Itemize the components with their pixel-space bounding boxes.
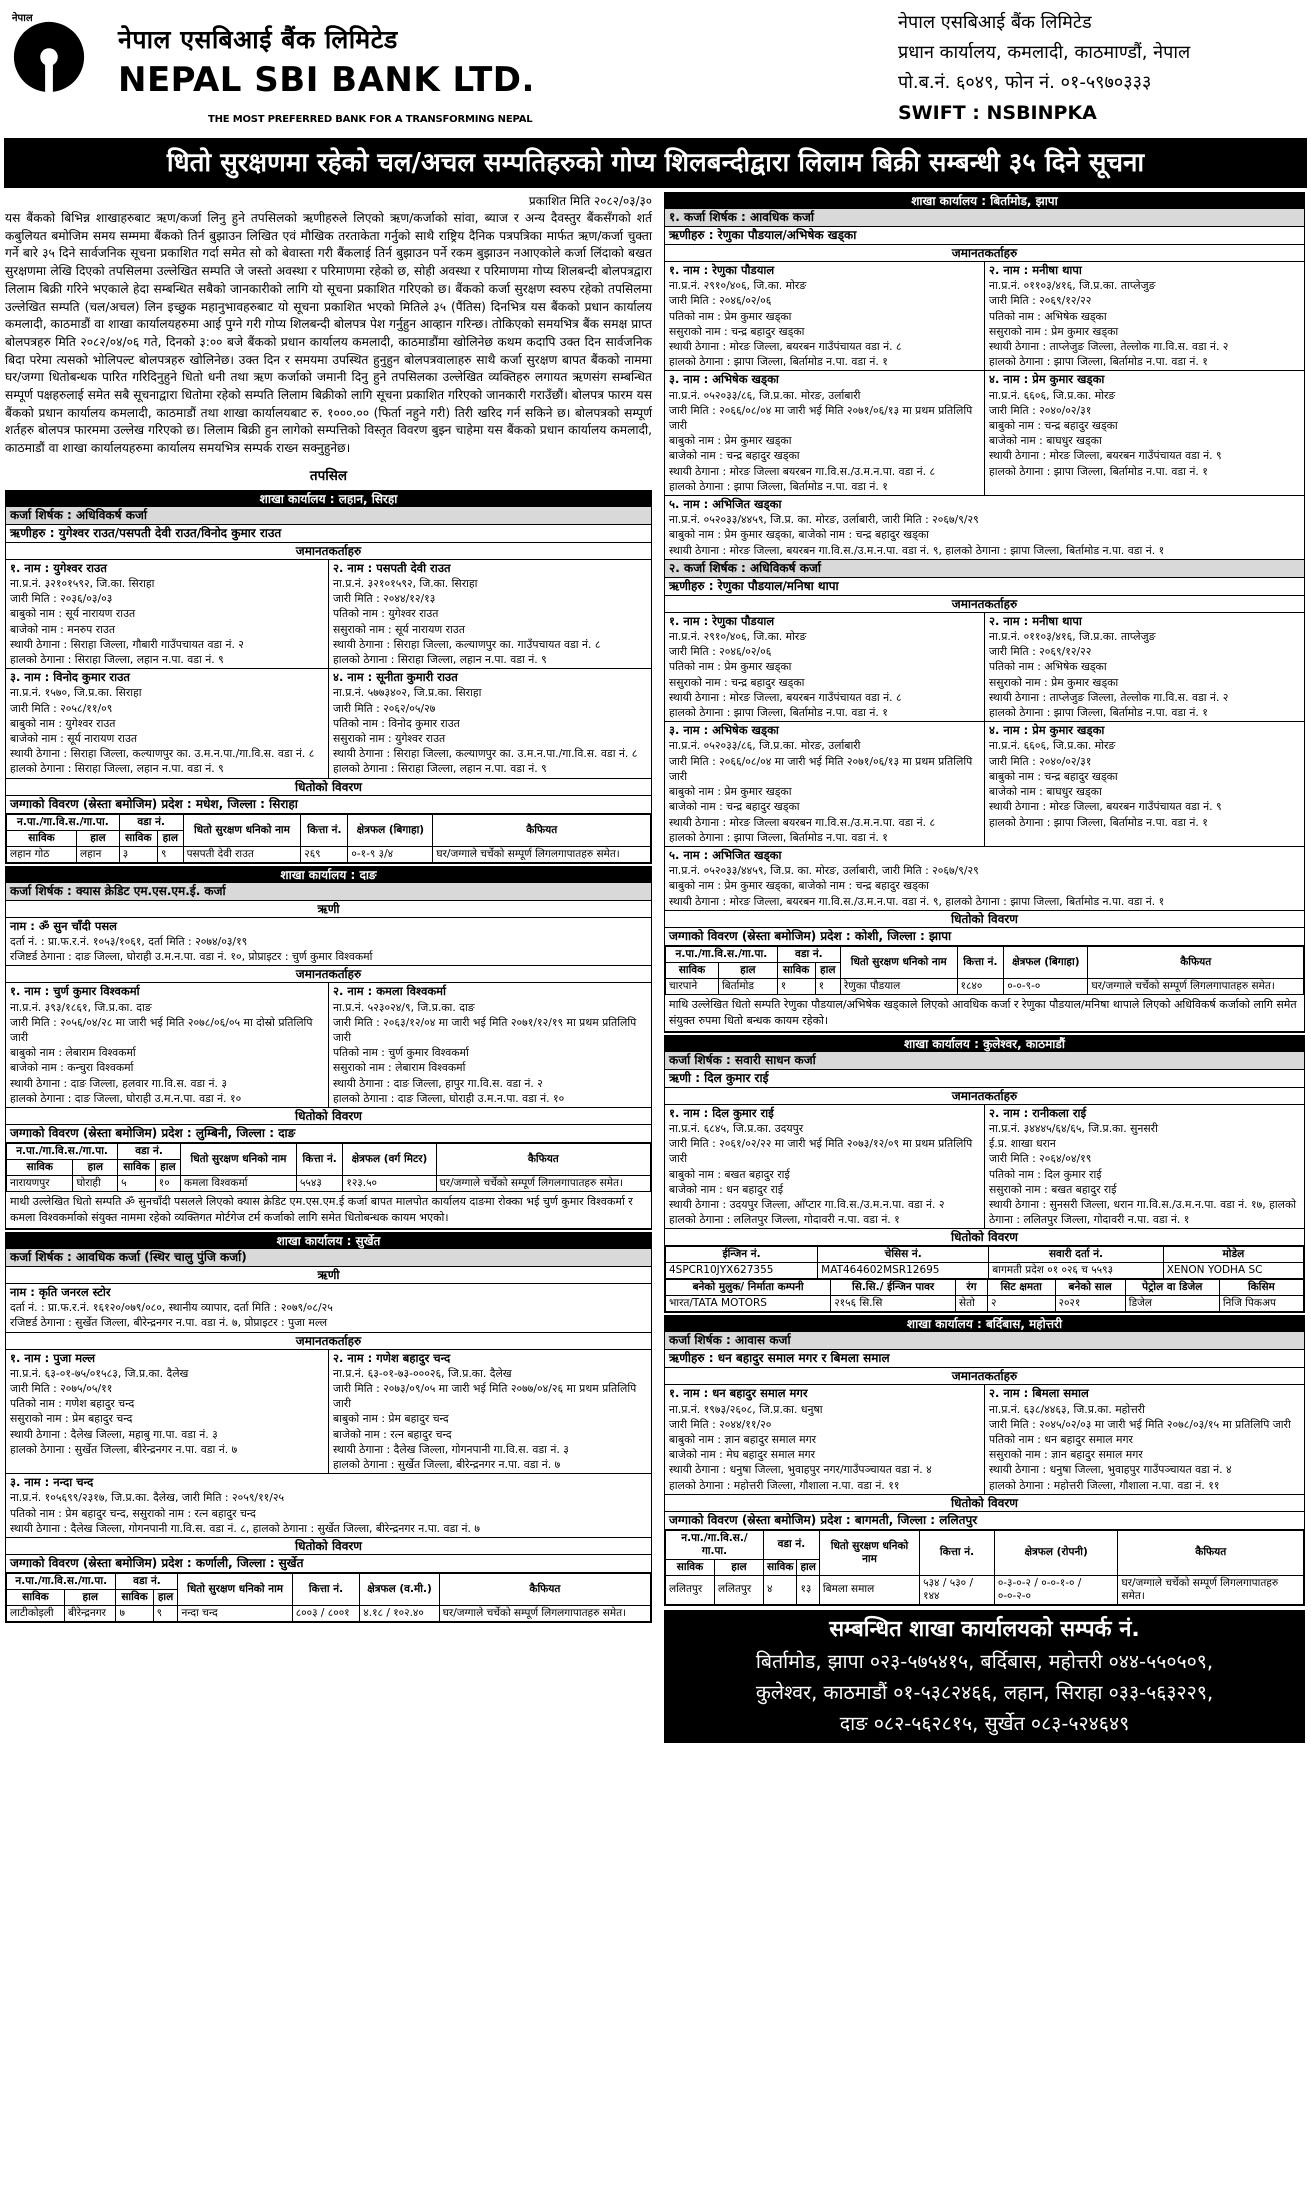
bank-logo [8,8,608,128]
guarantor-card: ३. नाम : विनोद कुमार राउत ना.प्र.नं. १५७०, जि.प्र.का. सिराहा जारी मिति : २०५८/११/०९ बाबुको नाम : युगेश्वर राउत बाजेको नाम : सूर्य नारायण राउत स्थायी ठेगाना : सिराहा जिल्ला, कल्याणपुर का. उ.म.न.पा./गा.वि.स. वडा नं. ८ हालको ठेगाना : सिराहा जिल्ला, लहान न.पा. वडा नं. ९ [10,670,315,776]
guarantors-heading: जमानतकर्ताहरु [6,1333,651,1350]
collateral-heading: धितोको विवरण [6,1538,651,1555]
borrowers-line: ऋणीहरु : रेणुका पौडयाल/अभिषेक खड्का [665,227,1304,245]
guarantors-heading: जमानतकर्ताहरु [6,966,651,983]
table-row: लाटीकोइली बीरेन्द्रनगर ७ ९ नन्दा चन्द ८००३ / ८००१ ४.१८ / १०२.४० घर/जग्गाले चर्चेको सम्पूर्ण लिगलगापातहरु समेत। [7,1605,651,1621]
branch-header: शाखा कार्यालय : बिर्तामोड, झापा [665,193,1304,209]
borrowers-line: ऋणीहरु : रेणुका पौडयाल/मनिषा थापा [665,578,1304,596]
guarantor-card: ३. नाम : अभिषेक खड्का ना.प्र.नं. ०५२०३३/८६, जि.प्र.का. मोरङ, उर्लाबारी जारी मिति : २०६६/०८/०४ मा जारी भई मिति २०७१/०६/१३ मा प्रथम प्रतिलिपि जारी बाबुको नाम : प्रेम कुमार खड्का बाजेको नाम : चन्द्र बहादुर खड्का स्थायी ठेगाना : मोरङ जिल्ला बयरबन गा.वि.स./उ.म.न.पा. वडा नं. ८ हालको ठेगाना : झापा जिल्ला, बिर्तामोड न.पा. वडा नं. १ [669,372,973,493]
contact-title: सम्बन्धित शाखा कार्यालयको सम्पर्क नं. [829,1616,1140,1642]
notice-title-banner: धितो सुरक्षणमा रहेको चल/अचल सम्पतिहरुको गोप्य शिलबन्दीद्वारा लिलाम बिक्री सम्बन्धी ३५ दिने सूचना [4,138,1307,188]
table-row: भारत/TATA MOTORS २१५६ सि.सि सेतो २ २०२१ डिजेल निजि पिकअप [666,1296,1304,1312]
guarantor-card: ५. नाम : अभिजित खड्का ना.प्र.नं. ०५२०३३/४४५९, जि.प्र. का. मोरङ, उर्लाबारी, जारी मिति : २०६७/९/२९ बाबुको नाम : प्रेम कुमार खड्का, बाजेको नाम : चन्द्र बहादुर खड्का स्थायी ठेगाना : मोरङ जिल्ला, बयरबन गा.वि.स./उ.म.न.पा. वडा नं. ९, हालको ठेगाना : झापा जिल्ला, बिर्तामोड न.पा. वडा नं. १ [665,496,1304,560]
collateral-heading: धितोको विवरण [665,1229,1304,1246]
header [0,0,1311,135]
collateral-note: माथी उल्लेखित धितो सम्पति ॐ सुनचाँदी पसलले लिएको क्यास क्रेडिट एम.एस.एम.ई कर्जा बापत मालपोत कार्यालय दाङमा रोक्का भई चुर्ण कुमार विश्वकर्मा र कमला विश्वकर्माको संयुक्त नाममा रहेको व्यक्तिगत मोर्टगेज टर्म कर्जाको लागि समेत धितोबन्धक कायम भएको। [6,1192,651,1229]
land-location: जग्गाको विवरण (स्रेस्ता बमोजिम) प्रदेश : कोशी, जिल्ला : झापा [665,928,1304,946]
guarantor-card: २. नाम : गणेश बहादुर चन्द ना.प्र.नं. ६३-०१-७३-०००२६, जि.प्र.का. दैलेख जारी मिति : २०७३/०९/०५ मा जारी भई मिति २०७७/०४/२६ मा प्रथम प्रतिलिपि जारी बाबुको नाम : प्रेम बहादुर चन्द बाजेको नाम : रत्न बहादुर चन्द स्थायी ठेगाना : दैलेख जिल्ला, गोगनपानी गा.वि.स. वडा नं. ३ हालको ठेगाना : सुर्खेत जिल्ला, बीरेन्द्रनगर न.पा. वडा नं. ७ [328,1350,651,1474]
sbi-logo-icon [10,18,88,96]
branch-block-surkhet [5,1232,652,1623]
details-heading: तपसिल [309,467,348,484]
guarantors-heading: जमानतकर्ताहरु [665,1368,1304,1385]
collateral-table: न.पा./गा.वि.स./गा.पा. वडा नं. धितो सुरक्षण धनिको नाम कित्ता नं. क्षेत्रफल (बिगाहा) कैफियत साविक हाल साविक हाल लहान गोठ लहान ३ ९ पसपती देवी राउत २६९ ०-१-९ ३/४ घर/जग्गाले चर्चेको सम्पूर्ण लिगलगापातहरु समेत। [6,814,651,863]
guarantor-row [665,1105,1304,1230]
table-row: 4SPCR10JYX627355 MAT464602MSR12695 बागमती प्रदेश ०१ ०२६ च ५५९३ XENON YODHA SC [666,1263,1304,1279]
guarantor-card: १. नाम : चुर्ण कुमार विश्वकर्मा ना.प्र.नं. ३९३/१८६१, जि.प्र.का. दाङ जारी मिति : २०५६/०४/२८ मा जारी भई मिति २०७८/०६/०५ मा दोस्रो प्रतिलिपि जारी बाबुको नाम : लेबाराम विश्वकर्मा बाजेको नाम : कन्चुरा विश्वकर्मा स्थायी ठेगाना : दाङ जिल्ला, हलवार गा.वि.स. वडा नं. ३ हालको ठेगाना : दाङ जिल्ला, घोराही उ.म.न.पा. वडा नं. १० [10,984,313,1105]
collateral-table: न.पा./गा.वि.स./गा.पा. वडा नं. धितो सुरक्षण धनिको नाम कित्ता नं. क्षेत्रफल (व.मी.) कैफियत साविक हाल साविक हाल लाटीकोइली बीरेन्द्रनगर ७ ९ नन्दा चन्द ८००३ / ८००१ ४.१८ / १०२.४० घर/जग्गाले चर्चेको सम्पूर्ण लिगलगापातहरु समेत। [6,1573,651,1622]
guarantor-row [6,669,651,778]
contact-line: कुलेश्वर, काठमाडौं ०१-५३८२४६६, लहान, सिराहा ०३३-५६३२२९, [755,1680,1214,1704]
collateral-heading: धितोको विवरण [665,911,1304,928]
borrower-details: नाम : ॐ सुन चाँदी पसल दर्ता नं. : प्रा.फ.र.नं. १०५३/१०६१, दर्ता मिति : २०७४/०३/१९ रजिष्टर्ड ठेगाना : दाङ जिल्ला, घोराही उ.म.न.पा. वडा नं. १०, प्रोप्राइटर : चुर्ण कुमार विश्वकर्मा [6,918,651,967]
borrower-line: ऋणी : दिल कुमार राई [665,1070,1304,1088]
address-line: पो.ब.नं. ६०४९, फोन नं. ०१-५९७०३३३ [898,72,1152,93]
right-column [664,192,1305,1743]
table-row: ललितपुर ललितपुर ४ १३ बिमला समाल ५३४ / ५३० / १४४ ०-३-०-२ / ०-०-१-० / ०-०-२-० घर/जग्गाले चर्चेको सम्पूर्ण लिगलगापातहरु समेत। [666,1575,1304,1604]
collateral-table: न.पा./गा.वि.स./गा.पा. वडा नं. धितो सुरक्षण धनिको नाम कित्ता नं. क्षेत्रफल (बिगाहा) कैफियत साविक हाल साविक हाल चारपाने बिर्तामोड १ १ रेणुका पौडयाल १८४० ०-०-९-० घर/जग्गाले चर्चेको सम्पूर्ण लिगलगापातहरु समेत। [665,946,1304,995]
guarantor-card: ४. नाम : प्रेम कुमार खड्का ना.प्र.नं. ६६०६, जि.प्र.का. मोरङ जारी मिति : २०४०/०२/३१ बाबुको नाम : चन्द्र बहादुर खड्का बाजेको नाम : बाघधुर खड्का स्थायी ठेगाना : मोरङ जिल्ला, बयरबन गाउँपंचायत वडा नं. ९ हालको ठेगाना : झापा जिल्ला, बिर्तामोड न.पा. वडा नं. १ [984,722,1304,846]
guarantor-row [6,983,651,1108]
branch-header: शाखा कार्यालय : सुर्खेत [6,1233,651,1249]
branch-block-bardibas [664,1315,1305,1605]
branch-block-lahan [5,490,652,864]
borrower-heading: ऋणी [6,901,651,918]
land-location: जग्गाको विवरण (स्रेस्ता बमोजिम) प्रदेश : कर्णाली, जिल्ला : सुर्खेत [6,1555,651,1573]
guarantor-card: २. नाम : पसपती देवी राउत ना.प्र.नं. ३२१०१५९२, जि.का. सिराहा जारी मिति : २०४४/१२/१३ पतिको नाम : युगेश्वर राउत ससुराको नाम : सूर्य नारायण राउत स्थायी ठेगाना : सिराहा जिल्ला, कल्याणपुर का. गाउँपचायत वडा नं. ८ हालको ठेगाना : सिराहा जिल्ला, लहान न.पा. वडा नं. ९ [328,560,651,668]
table-row: चारपाने बिर्तामोड १ १ रेणुका पौडयाल १८४० ०-०-९-० घर/जग्गाले चर्चेको सम्पूर्ण लिगलगापातहरु समेत। [666,978,1304,994]
logo-small-text: नेपाल [12,13,33,24]
guarantors-heading: जमानतकर्ताहरु [665,596,1304,613]
guarantor-card: ३. नाम : अभिषेक खड्का ना.प्र.नं. ०५२०३३/८६, जि.प्र.का. मोरङ, उर्लाबारी जारी मिति : २०६६/०८/०४ मा जारी भई मिति २०७१/०६/१३ मा प्रथम प्रतिलिपि जारी बाबुको नाम : प्रेम कुमार खड्का बाजेको नाम : चन्द्र बहादुर खड्का स्थायी ठेगाना : मोरङ जिल्ला बयरबन गा.वि.स./उ.म.न.पा. वडा नं. ८ हालको ठेगाना : झापा जिल्ला, बिर्तामोड न.पा. वडा नं. १ [669,723,973,844]
guarantor-card: १. नाम : दिल कुमार राई ना.प्र.नं. ६८४५, जि.प्र.का. उदयपुर जारी मिति : २०६१/०२/२२ मा जारी भई मिति २०७३/१२/०९ मा प्रथम प्रतिलिपि जारी बाबुको नाम : बखत बहादुर राई बाजेको नाम : धन बहादुर राई स्थायी ठेगाना : उदयपुर जिल्ला, आँप्टार गा.वि.स./उ.म.न.पा. वडा नं. २ हालको ठेगाना : ललितपुर जिल्ला, गोदावरी न.पा. वडा नं. १ [669,1105,973,1227]
bank-name-en: NEPAL SBI BANK LTD. [118,60,535,100]
guarantors-heading: जमानतकर्ताहरु [665,1088,1304,1105]
guarantor-row [665,371,1304,496]
guarantor-row [665,722,1304,847]
guarantor-card: १. नाम : पुजा मल्ल ना.प्र.नं. ६३-०१-७५/०१५८३, जि.प्र.का. दैलेख जारी मिति : २०७५/०५/११ पतिको नाम : गणेश बहादुर चन्द ससुराको नाम : प्रेम बहादुर चन्द स्थायी ठेगाना : दैलेख जिल्ला, महाबु गा.पा. वडा नं. ३ हालको ठेगाना : सुर्खेत जिल्ला, बीरेन्द्रनगर न.पा. वडा नं. ७ [10,1350,238,1456]
borrowers-line: ऋणीहरु : धन बहादुर समाल मगर र बिमला समाल [665,1350,1304,1368]
guarantor-card: १. नाम : युगेश्वर राउत ना.प्र.नं. ३२१०१५९२, जि.का. सिराहा जारी मिति : २०३६/०३/०३ बाबुको नाम : सूर्य नारायण राउत बाजेको नाम : मनरुप राउत स्थायी ठेगाना : सिराहा जिल्ला, गौबारी गाउँपचायत वडा नं. २ हालको ठेगाना : सिराहा जिल्ला, लहान न.पा. वडा नं. ९ [10,560,244,667]
address-line: प्रधान कार्यालय, कमलादी, काठमाण्डौं, नेपाल [898,42,1191,63]
guarantor-row [665,262,1304,371]
loan-heading: कर्जा शिर्षक : सवारी साधन कर्जा [665,1052,1304,1070]
branch-block-kuleshwor [664,1035,1305,1314]
loan-heading: कर्जा शिर्षक : आवधिक कर्जा (स्थिर चालु पुंजि कर्जा) [6,1249,651,1267]
left-column [5,192,652,1625]
guarantor-card: २. नाम : बिमला समाल ना.प्र.नं. ६३८/४४६३, जि.प्र.का. महोत्तरी जारी मिति : २०४५/०२/०३ मा जारी भई मिति २०७८/०३/१५ मा प्रतिलिपि जारी पतिको नाम : धन बहादुर समाल मगर ससुराको नाम : ज्ञान बहादुर समाल मगर स्थायी ठेगाना : धनुषा जिल्ला, भुवाहपुर गाउँपञ्चायत वडा नं. ४ हालको ठेगाना : महोत्तरी जिल्ला, गौशाला न.पा. वडा नं. ११ [984,1385,1304,1493]
guarantor-card: २. नाम : मनीषा थापा ना.प्र.नं. ०११०३/४१६, जि.प्र.का. ताप्लेजुङ जारी मिति : २०६९/१२/२२ पतिको नाम : अभिषेक खड्का ससुराको नाम : प्रेम कुमार खड्का स्थायी ठेगाना : ताप्लेजुङ जिल्ला, तेल्लोक गा.वि.स. वडा नं. २ हालको ठेगाना : झापा जिल्ला, बिर्तामोड न.पा. वडा नं. १ [984,613,1304,721]
vehicle-table: ईन्जिन नं. चेसिस नं. सवारी दर्ता नं. मोडेल 4SPCR10JYX627355 MAT464602MSR12695 बागमती प्रदेश ०१ ०२६ च ५५९३ XENON YODHA SC [665,1246,1304,1279]
guarantor-card: २. नाम : मनीषा थापा ना.प्र.नं. ०११०३/४१६, जि.प्र.का. ताप्लेजुङ जारी मिति : २०६९/१२/२२ पतिको नाम : अभिषेक खड्का ससुराको नाम : प्रेम कुमार खड्का स्थायी ठेगाना : ताप्लेजुङ जिल्ला, तेल्लोक गा.वि.स. वडा नं. २ हालको ठेगाना : झापा जिल्ला, बिर्तामोड न.पा. वडा नं. १ [984,262,1304,370]
collateral-table: न.पा./गा.वि.स./गा.पा. वडा नं. धितो सुरक्षण धनिको नाम कित्ता नं. क्षेत्रफल (रोपनी) कैफियत साविक हाल साविक हाल ललितपुर ललितपुर ४ १३ बिमला समाल ५३४ / ५३० / १४४ ०-३-०-२ / ०-०-१-० / ०-०-२-० घर/जग्गाले चर्चेको सम्पूर्ण लिगलगापातहरु समेत। [665,1530,1304,1605]
guarantor-row [665,1385,1304,1494]
branch-header: शाखा कार्यालय : दाङ [6,867,651,883]
branch-header: शाखा कार्यालय : बर्दिबास, महोत्तरी [665,1316,1304,1332]
land-location: जग्गाको विवरण (स्रेस्ता बमोजिम) प्रदेश : बागमती, जिल्ला : ललितपुर [665,1512,1304,1530]
table-row: नारायणपुर घोराही ५ १० कमला विश्वकर्मा ५५४३ १२३.५० घर/जग्गाले चर्चेको सम्पूर्ण लिगलगापातहरु समेत। [7,1175,651,1191]
guarantor-card: २. नाम : कमला विश्वकर्मा ना.प्र.नं. ५२३०२४/९, जि.प्र.का. दाङ जारी मिति : २०६३/१२/०४ मा जारी भई मिति २०७१/१२/१९ मा प्रथम प्रतिलिपि जारी पतिको नाम : चुर्ण कुमार विश्वकर्मा ससुराको नाम : लेबाराम विश्वकर्मा स्थायी ठेगाना : दाङ जिल्ला, हापुर गा.वि.स. वडा नं. २ हालको ठेगाना : दाङ जिल्ला, घोराही उ.म.न.पा. वडा नं. १० [328,983,651,1107]
guarantor-card: ३. नाम : नन्दा चन्द ना.प्र.नं. १०५६९९/२३१७, जि.प्र.का. दैलेख, जारी मिति : २०५९/११/२५ पतिको नाम : प्रेम बहादुर चन्द, ससुराको नाम : रत्न बहादुर चन्द स्थायी ठेगाना : दैलेख जिल्ला, गोगनपानी गा.वि.स. वडा नं. ८, हालको ठेगाना : सुर्खेत जिल्ला, बीरेन्द्रनगर न.पा. वडा नं. ७ [6,1474,651,1538]
branch-header: शाखा कार्यालय : कुलेश्वर, काठमाडौं [665,1036,1304,1052]
address-line: नेपाल एसबिआई बैंक लिमिटेड [898,12,1092,33]
guarantor-row [665,613,1304,722]
guarantor-card: १. नाम : रेणुका पौडयाल ना.प्र.नं. २९१०/४०६, जि.का. मोरङ जारी मिति : २०४६/०२/०६ पतिको नाम : प्रेम कुमार खड्का ससुराको नाम : चन्द्र बहादुर खड्का स्थायी ठेगाना : मोरङ जिल्ला, बयरबन गाउँपंचायत वडा नं. ८ हालको ठेगाना : झापा जिल्ला, बिर्तामोड न.पा. वडा नं. १ [669,613,902,720]
vehicle-spec-table: बनेको मुलुक/ निर्माता कम्पनी सि.सि./ ईन्जिन पावर रंग सिट क्षमता बनेको साल पेट्रोल वा डिजेल किसिम भारत/TATA MOTORS २१५६ सि.सि सेतो २ २०२१ डिजेल निजि पिकअप [665,1279,1304,1312]
branch-block-dang [5,866,652,1230]
land-location: जग्गाको विवरण (स्रेस्ता बमोजिम) प्रदेश : मधेश, जिल्ला : सिराहा [6,796,651,814]
borrowers-line: ऋणीहरु : युगेश्वर राउत/पसपती देवी राउत/विनोद कुमार राउत [6,525,651,543]
collateral-heading: धितोको विवरण [665,1495,1304,1512]
notice-body: यस बैंकको बिभिन्न शाखाहरुबाट ऋण/कर्जा लिनु हुने तपसिलको ऋणीहरुले लिएको ऋण/कर्जाको सांवा, ब्याज र अन्य दैवस्तुर बैंकसँगको शर्त कबुलियत बमोजिम समय सम्ममा बैंकको तिर्न बुझाउन लिखित एवं मौखिक तरताकेता गर्नुको साथै राष्ट्रिय दैनिक पत्रपत्रिका मार्फत ऋण/कर्जा चुक्ता गर्ने बारे ३५ दिने सार्वजनिक सूचना प्रकाशित गर्दा समेत सो को बेवास्ता गरी बैंकलाई तिर्न बुझाउन पर्ने रकम बुझाउन नआएकोले कर्जा लिंदाको बखत सुरक्षणमा लेखि दिएको तपसिलमा उल्लेखित सम्पति जे जस्तो अवस्था र परिमाणमा रहेको छ, सोही अवस्था र परिमाणमा गोप्य शिलबन्दी बोलपत्रद्वारा लिलाम बिक्री गरिने भएकाले हेदा सम्बन्धित सबैको जानकारीको लागि यो सूचना प्रकाशित गरिएको छ। बैंकको कर्जा सुरक्षण स्वरुप रहेको तपसिलमा उल्लेखित सम्पति (चल/अचल) लिन इच्छुक महानुभावहरुबाट यो सूचना प्रकाशित भएको मितिले ३५ (पैंतिस) दिनभित्र यस बैंकको प्रधान कार्यालय कमलादी, काठमाडौं वा शाखा कार्यालयहरुमा आई पुग्ने गरी गोप्य शिलबन्दी बोलपत्र पेश गर्नुहुन आव्हान गरिन्छ। तोकिएको समयभित्र बैंक समक्ष प्राप्त बोलपत्रहरु मिति २०८२/०४/०६ गते, दिनको ३:०० बजे बैंकको प्रधान कार्यालय कमलादी, काठमाडौंमा खोलिनेछ कथम कदापि उक्त दिन सार्वजनिक बिदा परेमा त्यसको भोलिपल्ट बोलपत्रहरु खोलिनेछ। उक्त दिन र समयमा उपस्थित हुनुहुन बोलपत्रवालाहरु साथै कर्जा सुरक्षण बापत बैंकको नाममा घर/जग्गा धितोबन्धक पारित गरिदिनुहुने धितो धनी तथा ऋण कर्जाको जमानी दिनु हुने तपसिलका उल्लेखित व्यक्तिहरु लगायत ऋणसंग सम्बन्धित सम्पूर्ण पक्षहरुलाई समेत सबै सूचनाद्वारा धितोमा रहेको सम्पति लिलाम बिक्रीको लागि सूचना प्रकाशित गरिएको जानकारी गराउँछौं। बोलपत्र फारम यस बैंकको प्रधान कार्यालय कमलादी, काठमाडौं तथा शाखा कार्यालयबाट रु. १०००.०० (फिर्ता नहुने गरी) तिरी खरिद गर्न सकिने छ। बोलपत्रको सम्पूर्ण शर्तहरु बोलपत्र फारममा उल्लेख गरिएको छ। लिलाम बिक्री हुन लागेको सम्पत्तिको विस्तृत विवरण बुझ्न चाहेमा यस बैंकको प्रधान कार्यालय कमलादी, काठमाडौं वा शाखा कार्यालयहरुमा कार्यालय समयभित्र सम्पर्क राख्न सक्नुहुनेछ। [5,211,652,456]
loan-heading: २. कर्जा शिर्षक : अधिविकर्ष कर्जा [665,560,1304,578]
borrower-heading: ऋणी [6,1267,651,1284]
branch-header: शाखा कार्यालय : लहान, सिरहा [6,491,651,507]
guarantor-card: ४. नाम : सूनीता कुमारी राउत ना.प्र.नं. ५७७३४०२, जि.प्र.का. सिराहा जारी मिति : २०६२/०५/२७ पतिको नाम : विनोद कुमार राउत ससुराको नाम : युगेश्वर राउत स्थायी ठेगाना : सिराहा जिल्ला, कल्याणपुर का. उ.म.न.पा./गा.वि.स. वडा नं. ८ हालको ठेगाना : सिराहा जिल्ला, लहान न.पा. वडा नं. ९ [328,669,651,777]
loan-heading: कर्जा शिर्षक : अधिविकर्ष कर्जा [6,507,651,525]
loan-heading: कर्जा शिर्षक : आवास कर्जा [665,1332,1304,1350]
contact-box [664,1610,1305,1743]
publish-date: प्रकाशित मिति २०८२/०३/३० [528,194,652,208]
guarantor-row [6,1350,651,1475]
swift-code: SWIFT : NSBINPKA [898,102,1097,124]
bank-tagline: THE MOST PREFERRED BANK FOR A TRANSFORMING NEPAL [208,114,533,125]
guarantor-card: ४. नाम : प्रेम कुमार खड्का ना.प्र.नं. ६६०६, जि.प्र.का. मोरङ जारी मिति : २०४०/०२/३१ बाबुको नाम : चन्द्र बहादुर खड्का बाजेको नाम : बाघधुर खड्का स्थायी ठेगाना : मोरङ जिल्ला, बयरबन गाउँपंचायत वडा नं. ९ हालको ठेगाना : झापा जिल्ला, बिर्तामोड न.पा. वडा नं. १ [984,371,1304,495]
guarantor-card: ५. नाम : अभिजित खड्का ना.प्र.नं. ०५२०३३/४४५९, जि.प्र. का. मोरङ, उर्लाबारी, जारी मिति : २०६७/९/२९ बाबुको नाम : प्रेम कुमार खड्का, बाजेको नाम : चन्द्र बहादुर खड्का स्थायी ठेगाना : मोरङ जिल्ला, बयरबन गा.वि.स./उ.म.न.पा. वडा नं. ९, हालको ठेगाना : झापा जिल्ला, बिर्तामोड न.पा. वडा नं. १ [665,847,1304,911]
contact-line: दाङ ०८२-५६२८१५, सुर्खेत ०८३-५२४६४९ [839,1711,1130,1735]
collateral-heading: धितोको विवरण [6,1108,651,1125]
collateral-table: न.पा./गा.वि.स./गा.पा. वडा नं. धितो सुरक्षण धनिको नाम कित्ता नं. क्षेत्रफल (वर्ग मिटर) कैफियत साविक हाल साविक हाल नारायणपुर घोराही ५ १० कमला विश्वकर्मा ५५४३ १२३.५० घर/जग्गाले चर्चेको सम्पूर्ण लिगलगापातहरु समेत। [6,1143,651,1192]
head-office-address [898,8,1308,128]
guarantors-heading: जमानतकर्ताहरु [665,245,1304,262]
guarantor-card: १. नाम : रेणुका पौडयाल ना.प्र.नं. २९१०/४०६, जि.का. मोरङ जारी मिति : २०४६/०२/०६ पतिको नाम : प्रेम कुमार खड्का ससुराको नाम : चन्द्र बहादुर खड्का स्थायी ठेगाना : मोरङ जिल्ला, बयरबन गाउँपंचायत वडा नं. ८ हालको ठेगाना : झापा जिल्ला, बिर्तामोड न.पा. वडा नं. १ [669,263,902,369]
borrower-details: नाम : कृति जनरल स्टोर दर्ता नं. : प्रा.फ.र.नं. १६१२०/०७९/०८०, स्थानीय व्यापार, दर्ता मिति : २०७९/०८/२५ रजिष्टर्ड ठेगाना : सुर्खेत जिल्ला, बीरेन्द्रनगर न.पा. वडा नं. ७, प्रोप्राइटर : पुजा मल्ल [6,1284,651,1333]
guarantors-heading: जमानतकर्ताहरु [6,543,651,560]
loan-heading: कर्जा शिर्षक : क्यास क्रेडिट एम.एस.एम.ई. कर्जा [6,883,651,901]
guarantor-card: १. नाम : धन बहादुर समाल मगर ना.प्र.नं. १९७३/२६०८, जि.प्र.का. धनुषा जारी मिति : २०४४/११/२० बाबुको नाम : ज्ञान बहादुर समाल मगर बाजेको नाम : मेघ बहादुर समाल मगर स्थायी ठेगाना : धनुषा जिल्ला, भुवाहपुर नगर/गाउँपञ्चायत वडा नं. ४ हालको ठेगाना : महोत्तरी जिल्ला, गौशाला न.पा. वडा नं. ११ [669,1386,932,1492]
guarantor-card: २. नाम : रानीकला राई ना.प्र.नं. ३४४४५/६४/६५, जि.प्र.का. सुनसरी ई.प्र. शाखा धरान जारी मिति : २०६४/०४/१९ पतिको नाम : दिल कुमार राई ससुराको नाम : बखत बहादुर राई स्थायी ठेगाना : सुनसरी जिल्ला, धरान गा.वि.स./उ.म.न.पा. वडा नं. १७, हालको ठेगाना : ललितपुर जिल्ला, गोदावरी न.पा. वडा नं. १ [984,1105,1304,1229]
collateral-note: माथि उल्लेखित धितो सम्पति रेणुका पौडयाल/अभिषेक खड्काले लिएको आवधिक कर्जा र रेणुका पौडयाल/मनिषा थापाले लिएको अधिविकर्ष कर्जाको लागि समेत संयुक्त रुपमा धितो बन्धक कायम रहेको। [665,995,1304,1032]
guarantor-row [6,560,651,669]
table-row: लहान गोठ लहान ३ ९ पसपती देवी राउत २६९ ०-१-९ ३/४ घर/जग्गाले चर्चेको सम्पूर्ण लिगलगापातहरु समेत। [7,846,651,862]
loan-heading: १. कर्जा शिर्षक : आवधिक कर्जा [665,209,1304,227]
land-location: जग्गाको विवरण (स्रेस्ता बमोजिम) प्रदेश : लुम्बिनी, जिल्ला : दाङ [6,1125,651,1143]
contact-line: बिर्तामोड, झापा ०२३-५७५४१५, बर्दिबास, महोत्तरी ०४४-५५०५०९, [755,1649,1214,1673]
bank-name-np: नेपाल एसबिआई बैंक लिमिटेड [118,25,398,54]
branch-block-birtamod [664,192,1305,1033]
collateral-heading: धितोको विवरण [6,779,651,796]
